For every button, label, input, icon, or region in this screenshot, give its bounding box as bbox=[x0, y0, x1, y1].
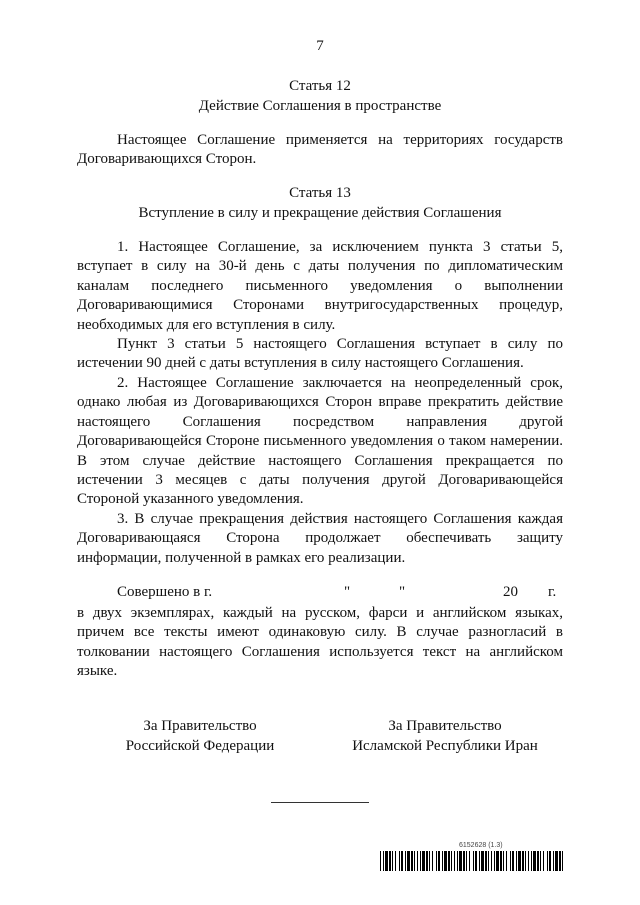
article-12-title: Действие Соглашения в пространстве bbox=[198, 98, 442, 114]
article-13-paragraph-3 bbox=[77, 374, 563, 510]
article-12-number: Статья 12 bbox=[289, 78, 351, 94]
signature-right-line-1: За Правительство bbox=[388, 718, 502, 734]
separator-line bbox=[271, 802, 369, 803]
article-13-number: Статья 13 bbox=[289, 185, 351, 201]
signature-right-line-2: Исламской Республики Иран bbox=[352, 738, 538, 754]
document-code: 6152628 (1.3) bbox=[459, 842, 503, 849]
closing-text: в двух экземплярах, каждый на русском, фарси и английском языках, причем все тексты имеют одинаковую силу. В случае разногласий в толковании настоящего Соглашения используется текст на английском языке. bbox=[77, 605, 563, 680]
article-13-paragraph-2 bbox=[77, 335, 563, 374]
barcode-icon bbox=[380, 851, 564, 871]
year-prefix: 20 bbox=[503, 584, 518, 600]
article-13-paragraph-1 bbox=[77, 238, 563, 335]
signing-date-line bbox=[77, 584, 563, 604]
date-quote-close: " bbox=[399, 584, 406, 600]
article-13-paragraph-4-text: 3. В случае прекращения действия настоящего Соглашения каждая Договаривающаяся Сторона продолжает обеспечивать защиту информации, полученной в рамках его реализации. bbox=[77, 511, 563, 566]
date-quote-open: " bbox=[344, 584, 351, 600]
year-suffix: г. bbox=[548, 584, 557, 600]
article-13-paragraph-3-text: 2. Настоящее Соглашение заключается на неопределенный срок, однако любая из Договаривающихся Сторон вправе прекратить действие настоящего Соглашения посредством направления другой Договаривающейся Стороне письменного уведомления о таком намерении. В этом случае действие настоящего Соглашения прекращается по истечении 3 месяцев с даты получения другой Договаривающейся Стороной указанного уведомления. bbox=[77, 375, 563, 508]
article-13-paragraph-2-text: Пункт 3 статьи 5 настоящего Соглашения вступает в силу по истечении 90 дней с даты вступления в силу настоящего Соглашения. bbox=[77, 336, 563, 372]
article-13-paragraph-1-text: 1. Настоящее Соглашение, за исключением пункта 3 статьи 5, вступает в силу на 30-й день с даты получения по дипломатическим каналам последнего письменного уведомления о выполнении Договаривающимися Сторонами внутригосударственных процедур, необходимых для его вступления в силу. bbox=[77, 239, 563, 333]
article-12-text-content: Настоящее Соглашение применяется на территориях государств Договаривающихся Сторон. bbox=[77, 132, 563, 168]
article-13-paragraph-4 bbox=[77, 510, 563, 568]
article-12-text bbox=[77, 131, 563, 170]
done-at-label: Совершено в г. bbox=[117, 584, 213, 600]
article-13-title: Вступление в силу и прекращение действия Соглашения bbox=[138, 205, 502, 221]
signature-left-line-1: За Правительство bbox=[143, 718, 257, 734]
page-number: 7 bbox=[316, 38, 324, 54]
signature-left-line-2: Российской Федерации bbox=[125, 738, 275, 754]
